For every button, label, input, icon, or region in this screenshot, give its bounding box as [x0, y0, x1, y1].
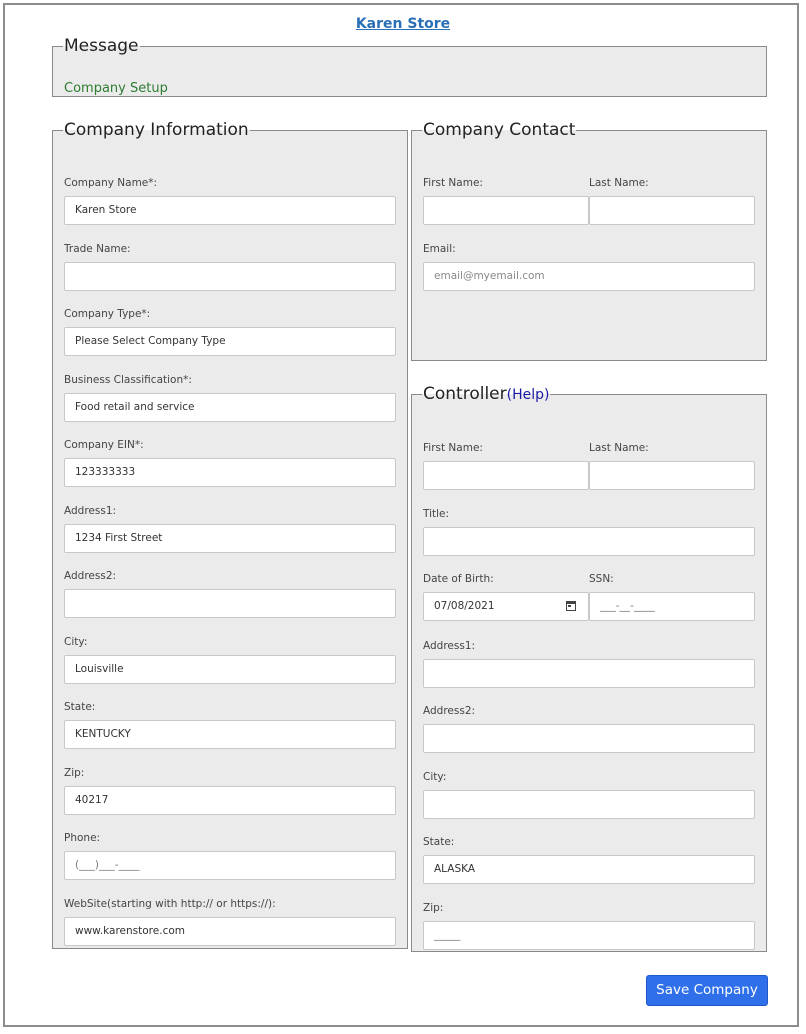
contact-first-name-input[interactable] [423, 196, 589, 225]
calendar-icon[interactable] [566, 601, 576, 611]
controller-title-input[interactable] [423, 527, 755, 556]
trade-name-label: Trade Name: [64, 243, 131, 255]
address2-label: Address2: [64, 570, 117, 582]
company-ein-input[interactable]: 123333333 [64, 458, 396, 487]
contact-email-input[interactable]: email@myemail.com [423, 262, 755, 291]
controller-help-link[interactable]: (Help) [506, 387, 550, 403]
address2-input[interactable] [64, 589, 396, 618]
company-name-label: Company Name*: [64, 177, 158, 189]
store-title-link[interactable]: Karen Store [355, 16, 451, 32]
controller-dob-input[interactable] [423, 592, 589, 621]
controller-city-label: City: [423, 771, 447, 783]
company-information-legend: Company Information [64, 120, 249, 140]
controller-last-name-input[interactable] [589, 461, 755, 490]
city-label: City: [64, 636, 88, 648]
controller-last-name-label: Last Name: [589, 442, 649, 454]
message-panel [52, 36, 767, 97]
contact-first-name-label: First Name: [423, 177, 483, 189]
company-type-label: Company Type*: [64, 308, 151, 320]
controller-address2-label: Address2: [423, 705, 476, 717]
business-classification-input[interactable]: Food retail and service [64, 393, 396, 422]
trade-name-input[interactable] [64, 262, 396, 291]
controller-legend [422, 384, 550, 405]
company-information-panel [52, 120, 408, 949]
website-input[interactable]: www.karenstore.com [64, 917, 396, 946]
business-classification-label: Business Classification*: [64, 374, 192, 386]
zip-input[interactable]: 40217 [64, 786, 396, 815]
phone-input[interactable]: (___)___-____ [64, 851, 396, 880]
controller-address1-label: Address1: [423, 640, 476, 652]
controller-dob-value: 07/08/2021 [434, 600, 495, 612]
company-contact-legend: Company Contact [423, 120, 576, 140]
controller-first-name-label: First Name: [423, 442, 483, 454]
controller-zip-input[interactable]: _____ [423, 921, 755, 950]
state-input[interactable]: KENTUCKY [64, 720, 396, 749]
zip-label: Zip: [64, 767, 85, 779]
message-text: Company Setup [64, 81, 168, 96]
company-name-input[interactable]: Karen Store [64, 196, 396, 225]
message-legend: Message [64, 36, 139, 56]
controller-state-input[interactable]: ALASKA [423, 855, 755, 884]
contact-last-name-label: Last Name: [589, 177, 649, 189]
company-contact-panel [411, 120, 767, 361]
controller-city-input[interactable] [423, 790, 755, 819]
controller-title-label: Title: [423, 508, 450, 520]
state-label: State: [64, 701, 96, 713]
company-ein-label: Company EIN*: [64, 439, 144, 451]
company-type-select[interactable]: Please Select Company Type [64, 327, 396, 356]
controller-first-name-input[interactable] [423, 461, 589, 490]
controller-legend-text: Controller [423, 384, 507, 404]
contact-email-label: Email: [423, 243, 456, 255]
address1-label: Address1: [64, 505, 117, 517]
controller-state-label: State: [423, 836, 455, 848]
website-label: WebSite(starting with http:// or https://): [64, 898, 276, 910]
city-input[interactable]: Louisville [64, 655, 396, 684]
contact-last-name-input[interactable] [589, 196, 755, 225]
address1-input[interactable]: 1234 First Street [64, 524, 396, 553]
controller-panel [411, 384, 767, 952]
controller-ssn-label: SSN: [589, 573, 614, 585]
controller-address1-input[interactable] [423, 659, 755, 688]
controller-dob-label: Date of Birth: [423, 573, 494, 585]
controller-ssn-input[interactable]: ___-__-____ [589, 592, 755, 621]
controller-zip-label: Zip: [423, 902, 444, 914]
phone-label: Phone: [64, 832, 101, 844]
save-company-button[interactable]: Save Company [646, 975, 768, 1006]
controller-address2-input[interactable] [423, 724, 755, 753]
